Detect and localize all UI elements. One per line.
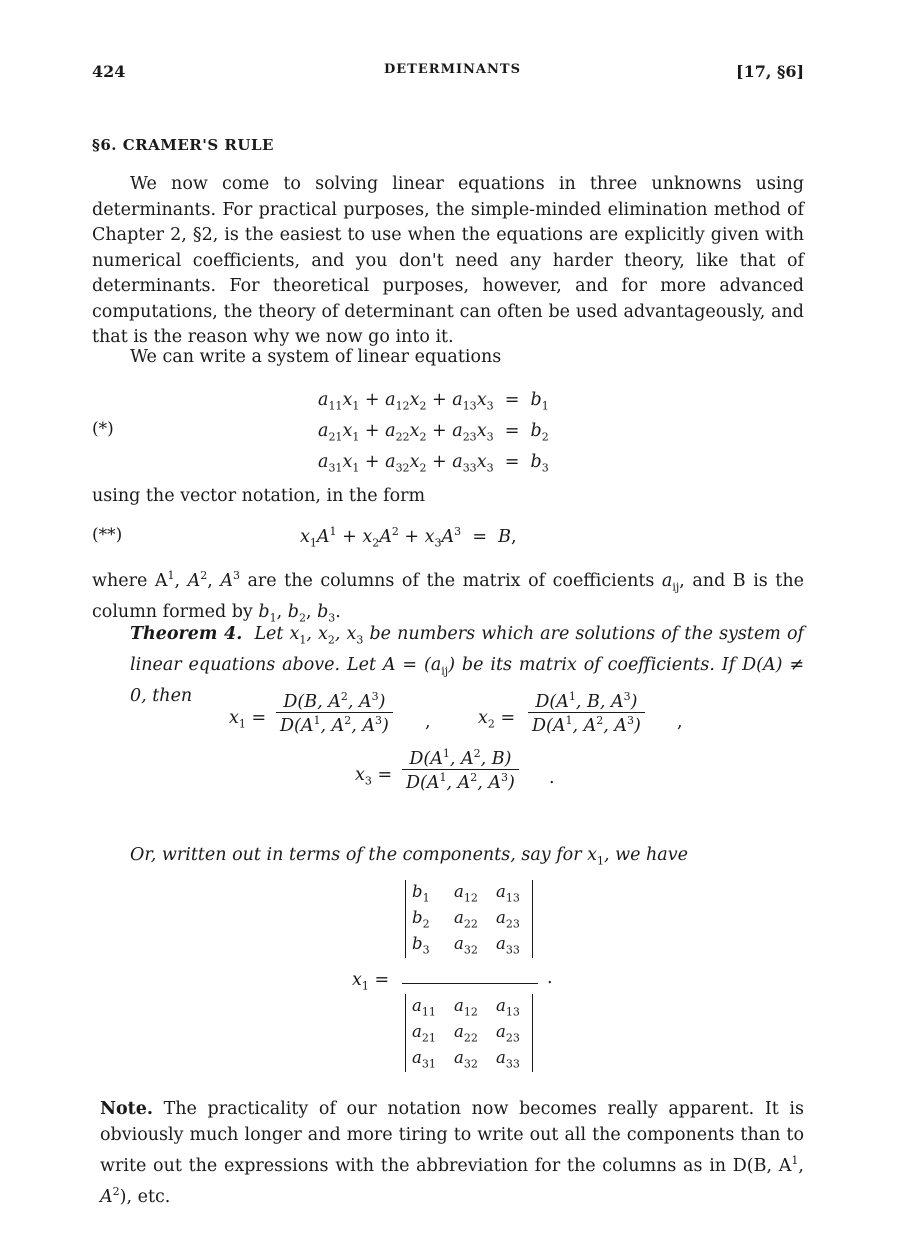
- columns-text-c: and B is the column formed by: [92, 570, 804, 622]
- equation-row-1: $a_{11}x_1 + a_{12}x_2 + a_{13}x_3 = b_1$: [318, 390, 549, 413]
- x3-lhs: $x_3$ =: [355, 765, 393, 788]
- vector-equation: $x_1A^1 + x_2A^2 + x_3A^3 = B$,: [300, 525, 517, 550]
- system-tag: (*): [92, 419, 114, 439]
- x1-det-lhs: $x_1$ =: [352, 970, 390, 993]
- determinant-fraction-bar: [402, 983, 538, 984]
- x1-lhs: $x_1$ =: [229, 708, 267, 731]
- section-heading: §6. CRAMER'S RULE: [92, 136, 274, 154]
- period: .: [547, 968, 553, 988]
- columns-text-a: where A: [92, 570, 168, 591]
- denominator-determinant: $a_{11}$ $a_{12}$ $a_{13}$ $a_{21}$ $a_{22}$ $a_{23}$ $a_{31}$ $a_{32}$ $a_{33}$: [405, 994, 533, 1072]
- numerator-determinant: $b_1$ $a_{12}$ $a_{13}$ $b_2$ $a_{22}$ $a_{23}$ $b_3$ $a_{32}$ $a_{33}$: [405, 880, 533, 958]
- x2-lhs: $x_2$ =: [478, 708, 516, 731]
- x1-fraction: $\frac{D(B, A^2, A^3)}{D(A^1, A^2, A^3)}$: [276, 690, 393, 736]
- system-intro-paragraph: We can write a system of linear equations: [130, 347, 502, 367]
- comma: ,: [425, 712, 431, 732]
- note-label: Note.: [100, 1099, 153, 1119]
- columns-text-b: are the columns of the matrix of coefficients: [247, 570, 655, 591]
- vector-notation-paragraph: using the vector notation, in the form: [92, 486, 426, 506]
- component-intro-end: , we have: [604, 845, 688, 865]
- component-intro-text: Or, written out in terms of the components, say for x: [130, 845, 598, 865]
- theorem-label: Theorem 4.: [130, 624, 243, 644]
- section-reference: [17, §6]: [736, 62, 805, 81]
- theorem-text-a: Let x: [254, 624, 300, 644]
- equation-row-3: $a_{31}x_1 + a_{32}x_2 + a_{33}x_3 = b_3$: [318, 452, 549, 475]
- note-text: The practicality of our notation now becomes really apparent. It is obviously much longer and more tiring to write out all the components than to write out the expressions with the abbreviation for the columns as in D(B, A: [100, 1099, 804, 1176]
- note-text-end: ), etc.: [119, 1187, 171, 1208]
- theorem-statement: Theorem 4. Let $x_1$, $x_2$, $x_3$ be numbers which are solutions of the system of linear equations above. Let $A = (a_{ij})$ be its matrix of coefficients. If D(A) ≠ 0, then: [130, 624, 804, 706]
- equation-row-2: $a_{21}x_1 + a_{22}x_2 + a_{23}x_3 = b_2$: [318, 421, 549, 444]
- theorem-text-b: be numbers which are solutions of the system of linear equations above. Let A = (a: [130, 624, 804, 675]
- vector-tag: (**): [92, 525, 123, 545]
- running-title: DETERMINANTS: [384, 62, 521, 77]
- columns-paragraph: where $A^1$, $A^2$, $A^3$ are the columns of the matrix of coefficients $a_{ij}$, and B is the column formed by $b_1$, $b_2$, $b_3$.: [92, 569, 804, 625]
- period: .: [549, 768, 555, 788]
- x3-fraction: $\frac{D(A^1, A^2, B)}{D(A^1, A^2, A^3)}$: [402, 747, 519, 793]
- page-number: 424: [92, 62, 126, 81]
- note-paragraph: Note. The practicality of our notation now becomes really apparent. It is obviously much longer and more tiring to write out all the components than to write out the expressions with the abbreviation for the columns as in D(B, $A^1$, $A^2$), etc.: [100, 1099, 804, 1208]
- theorem-text-c: ) be its matrix of coefficients. If D(A) ≠ 0, then: [130, 655, 804, 706]
- x2-fraction: $\frac{D(A^1, B, A^3)}{D(A^1, A^2, A^3)}$: [528, 690, 645, 736]
- comma: ,: [677, 712, 683, 732]
- component-intro: Or, written out in terms of the components, say for $x_1$, we have: [130, 845, 688, 868]
- intro-paragraph: We now come to solving linear equations in three unknowns using determinants. For practical purposes, the simple-minded elimination method of Chapter 2, §2, is the easiest to use when the equations are explicitly given with numerical coefficients, and you don't need any harder theory, like that of determinants. For theoretical purposes, however, and for more advanced computations, the theory of determinant can often be used advantageously, and that is the reason why we now go into it.: [92, 174, 804, 347]
